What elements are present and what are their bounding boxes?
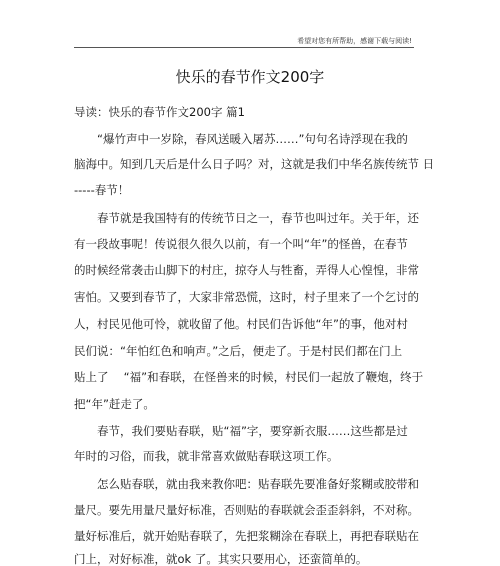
paragraph-line: 贴上了 “福”和春联，在怪兽来的时候，村民们一起放了鞭炮，终于 xyxy=(74,370,424,384)
paragraph-line: 量好标准后，就开始贴春联了，先把浆糊涂在春联上，再把春联贴在 xyxy=(74,529,419,543)
document-title: 快乐的春节作文200字 xyxy=(175,68,325,86)
header-note: 希望对您有所帮助，感谢下载与阅读! xyxy=(297,37,412,45)
header-divider xyxy=(74,47,414,48)
paragraph-line: 年时的习俗，而我，就非常喜欢做贴春联这项工作。 xyxy=(74,449,339,463)
paragraph-line: “爆竹声中一岁除，春风送暖入屠苏……”句句名诗浮现在我的 xyxy=(74,132,408,146)
paragraph-line: 害怕。又要到春节了，大家非常恐慌，这时，村子里来了一个乞讨的 xyxy=(74,290,419,304)
paragraph-line: 门上，对好标准，就ok 了。其实只要用心，还蛮简单的。 xyxy=(74,552,368,566)
paragraph-line: 把“年”赶走了。 xyxy=(74,397,155,411)
paragraph-line: 脑海中。知到几天后是什么日子吗？对，这就是我们中华名族传统节 日 xyxy=(74,157,435,171)
paragraph-line: 的时候经常袭击山脚下的村庄，掠夺人与牲畜，弄得人心惶惶，非常 xyxy=(74,263,419,277)
paragraph-line: -----春节！ xyxy=(74,183,130,197)
paragraph-line: 量尺。要先用量尺量好标准，否则贴的春联就会歪歪斜斜，不对称。 xyxy=(74,503,419,517)
paragraph-line: 人，村民见他可怜，就收留了他。村民们告诉他“年”的事，他对村 xyxy=(74,317,408,331)
paragraph-line: 民们说：“年怕红色和响声。”之后，便走了。于是村民们都在门上 xyxy=(74,344,403,358)
paragraph-line: 春节就是我国特有的传统节日之一，春节也叫过年。关于年，还 xyxy=(74,211,419,225)
paragraph-line: 怎么贴春联，就由我来教你吧：贴春联先要准备好浆糊或胶带和 xyxy=(74,477,419,491)
intro-line: 导读：快乐的春节作文200字 篇1 xyxy=(74,105,245,119)
paragraph-line: 有一段故事呢！传说很久很久以前，有一个叫“年”的怪兽，在春节 xyxy=(74,237,408,251)
paragraph-line: 春节，我们要贴春联，贴“福”字，要穿新衣服……这些都是过 xyxy=(74,424,408,438)
